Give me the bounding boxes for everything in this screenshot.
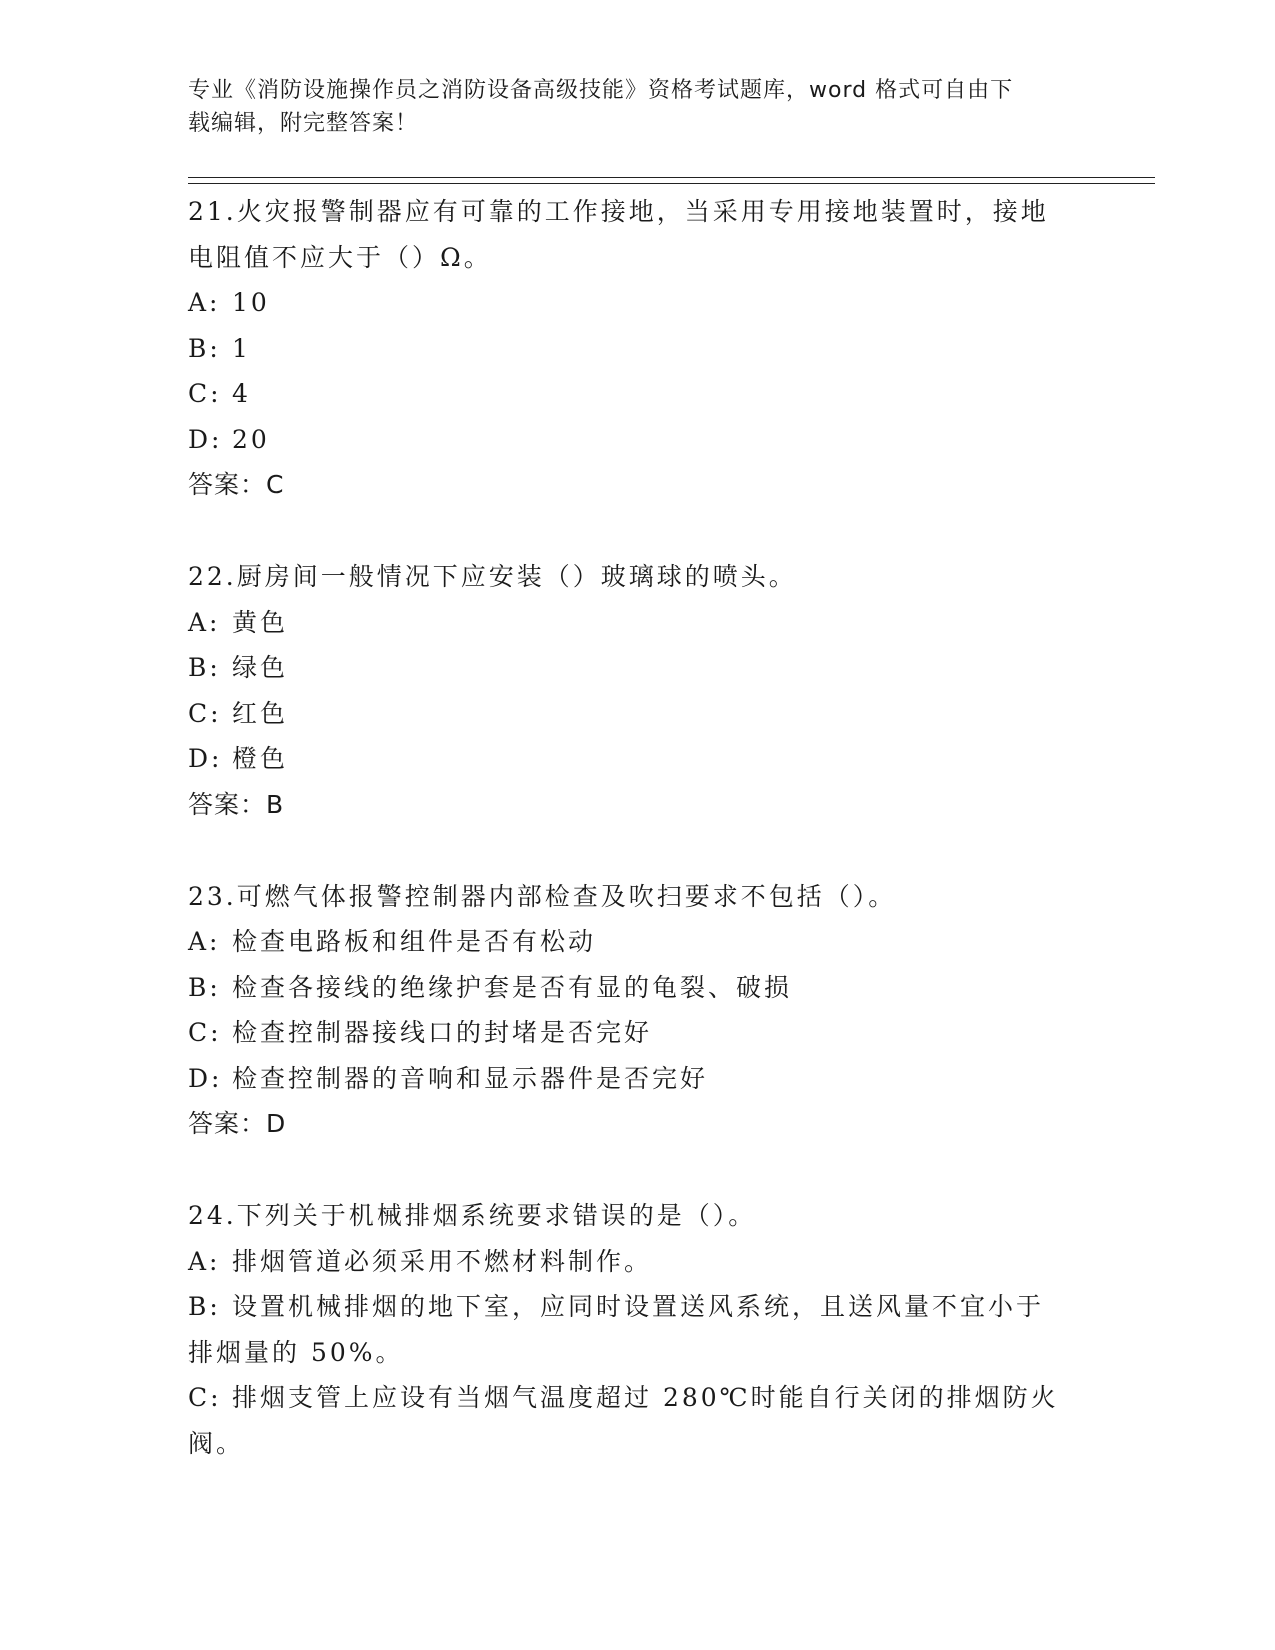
- question-21: [188, 189, 1088, 508]
- header-line-2: 载编辑，附完整答案！: [188, 111, 419, 136]
- header-line-1: 专业《消防设施操作员之消防设备高级技能》资格考试题库，word 格式可自由下: [188, 78, 1014, 103]
- option-a: [188, 1239, 1088, 1285]
- option-c: [188, 371, 1088, 417]
- question-stem-line: 22.厨房间一般情况下应安装（）玻璃球的喷头。: [188, 562, 797, 591]
- option-text: 检查各接线的绝缘护套是否有显的龟裂、破损: [232, 972, 793, 1002]
- option-b: [188, 1284, 1088, 1330]
- option-key: A:: [188, 288, 221, 317]
- option-text: 4: [232, 379, 251, 408]
- option-text: 检查电路板和组件是否有松动: [232, 927, 597, 956]
- option-a: [188, 919, 1088, 965]
- option-key: B:: [188, 972, 221, 1002]
- question-stem-line: 电阻值不应大于（）Ω。: [188, 242, 492, 272]
- option-key: C:: [188, 1383, 222, 1412]
- option-text: 绿色: [232, 653, 289, 682]
- option-b: [188, 326, 1088, 372]
- option-b: [188, 965, 1088, 1011]
- option-text: 10: [232, 288, 270, 317]
- option-c: [188, 691, 1088, 737]
- option-text: 检查控制器接线口的封堵是否完好: [232, 1018, 653, 1047]
- option-d: [188, 1056, 1088, 1102]
- option-key: B:: [188, 1292, 221, 1321]
- option-text: 20: [232, 424, 270, 454]
- question-list: [188, 189, 1088, 1512]
- answer-line: 答案：C: [188, 470, 285, 499]
- option-c: [188, 1010, 1088, 1056]
- option-key: B:: [188, 653, 221, 682]
- option-a: [188, 600, 1088, 646]
- option-key: D:: [188, 424, 223, 454]
- option-text: 橙色: [232, 744, 289, 773]
- answer-line: 答案：D: [188, 1109, 287, 1138]
- option-key: C:: [188, 698, 222, 728]
- option-text: 排烟管道必须采用不燃材料制作。: [232, 1246, 653, 1276]
- option-key: A:: [188, 607, 221, 637]
- option-c: [188, 1375, 1088, 1421]
- option-key: D:: [188, 744, 223, 773]
- option-key: A:: [188, 927, 221, 956]
- option-text: 设置机械排烟的地下室，应同时设置送风系统，且送风量不宜小于: [232, 1292, 1045, 1321]
- document-header: [188, 74, 1088, 140]
- option-text: 红色: [232, 698, 289, 728]
- option-text: 检查控制器的音响和显示器件是否完好: [232, 1063, 709, 1093]
- option-key: B:: [188, 333, 221, 363]
- option-text: 排烟支管上应设有当烟气温度超过 280℃时能自行关闭的排烟防火: [232, 1383, 1059, 1412]
- option-key: C:: [188, 1018, 222, 1047]
- option-b-continued: 排烟量的 50%。: [188, 1337, 404, 1367]
- question-23: [188, 874, 1088, 1148]
- option-b: [188, 645, 1088, 691]
- question-22: [188, 554, 1088, 828]
- question-24: [188, 1193, 1088, 1466]
- option-d: [188, 417, 1088, 463]
- option-a: [188, 280, 1088, 326]
- option-text: 1: [232, 333, 251, 363]
- header-divider-top: [188, 177, 1155, 178]
- option-key: A:: [188, 1246, 221, 1276]
- question-stem-line: 23.可燃气体报警控制器内部检查及吹扫要求不包括（）。: [188, 881, 897, 911]
- option-key: C:: [188, 379, 222, 408]
- question-stem-line: 24.下列关于机械排烟系统要求错误的是（）。: [188, 1201, 757, 1230]
- question-stem-line: 21.火灾报警制器应有可靠的工作接地，当采用专用接地装置时，接地: [188, 197, 1049, 226]
- option-d: [188, 736, 1088, 782]
- option-key: D:: [188, 1063, 223, 1093]
- header-divider-bottom: [188, 183, 1155, 184]
- option-c-continued: 阀。: [188, 1428, 245, 1458]
- option-text: 黄色: [232, 607, 289, 637]
- answer-line: 答案：B: [188, 789, 285, 819]
